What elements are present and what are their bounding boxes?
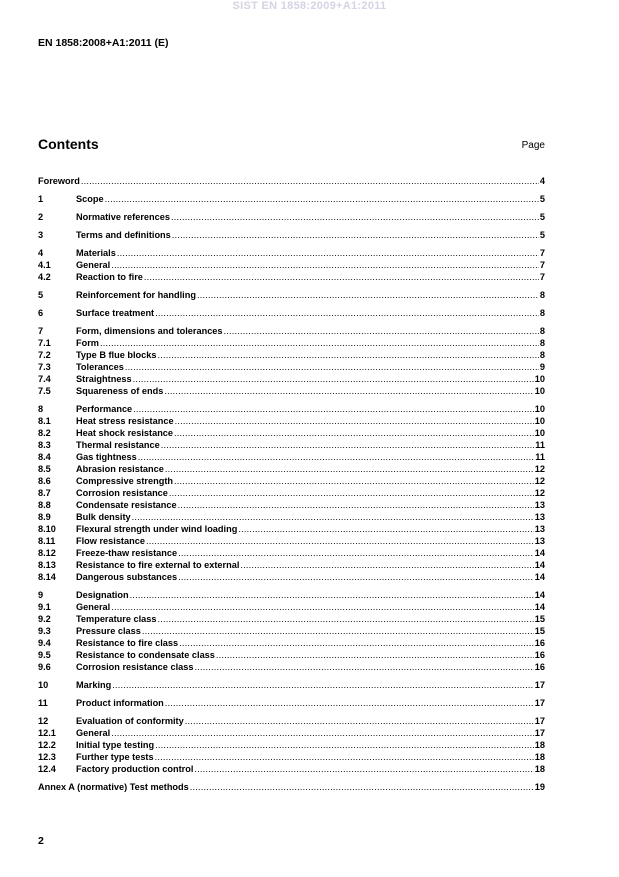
toc-entry-number: 10 bbox=[38, 680, 49, 690]
toc-entry-page: 10 bbox=[534, 374, 545, 384]
toc-entry-title: Product information bbox=[76, 698, 164, 708]
toc-entry-title: Surface treatment bbox=[76, 308, 155, 318]
toc-entry-title: Condensate resistance bbox=[76, 500, 177, 510]
toc-entry[interactable] bbox=[38, 337, 545, 349]
toc-entry-title: Foreword bbox=[38, 176, 80, 186]
toc-entry[interactable] bbox=[38, 637, 545, 649]
toc-entry-number: 9.5 bbox=[38, 650, 51, 660]
toc-entry-number: 12.4 bbox=[38, 764, 56, 774]
toc-entry-title: Scope bbox=[76, 194, 104, 204]
toc-dot-leader bbox=[178, 571, 534, 583]
toc-dot-leader bbox=[190, 781, 534, 793]
toc-entry-title: Factory production control bbox=[76, 764, 194, 774]
toc-dot-leader bbox=[81, 175, 539, 187]
toc-entry-number: 1 bbox=[38, 194, 44, 204]
toc-entry-title: Performance bbox=[76, 404, 133, 414]
toc-entry-page: 10 bbox=[534, 386, 545, 396]
toc-entry-number: 7.5 bbox=[38, 386, 51, 396]
toc-entry-page: 13 bbox=[534, 500, 545, 510]
toc-dot-leader bbox=[171, 211, 539, 223]
toc-entry-number: 12 bbox=[38, 716, 49, 726]
toc-dot-leader bbox=[164, 385, 533, 397]
toc-entry-page: 5 bbox=[539, 194, 545, 204]
toc-entry-title: Initial type testing bbox=[76, 740, 155, 750]
toc-dot-leader bbox=[130, 589, 534, 601]
toc-entry-page: 16 bbox=[534, 638, 545, 648]
toc-entry-title: Bulk density bbox=[76, 512, 131, 522]
toc-entry[interactable] bbox=[38, 289, 545, 301]
toc-dot-leader bbox=[178, 547, 534, 559]
toc-entry-page: 17 bbox=[534, 728, 545, 738]
toc-entry[interactable] bbox=[38, 349, 545, 361]
toc-entry-page: 18 bbox=[534, 740, 545, 750]
toc-entry[interactable] bbox=[38, 727, 545, 739]
toc-entry[interactable] bbox=[38, 535, 545, 547]
toc-dot-leader bbox=[112, 679, 534, 691]
toc-entry-page: 12 bbox=[534, 488, 545, 498]
toc-entry[interactable] bbox=[38, 523, 545, 535]
toc-entry-title: Resistance to fire external to external bbox=[76, 560, 240, 570]
toc-entry-number: 8 bbox=[38, 404, 44, 414]
toc-entry-page: 14 bbox=[534, 548, 545, 558]
toc-entry[interactable] bbox=[38, 649, 545, 661]
contents-title: Contents bbox=[38, 136, 99, 152]
toc-entry-page: 5 bbox=[539, 212, 545, 222]
toc-entry[interactable] bbox=[38, 763, 545, 775]
toc-dot-leader bbox=[216, 649, 534, 661]
toc-entry-title: Resistance to condensate class bbox=[76, 650, 215, 660]
toc-entry-page: 11 bbox=[535, 440, 545, 450]
toc-entry[interactable] bbox=[38, 715, 545, 727]
toc-entry-page: 15 bbox=[534, 614, 545, 624]
toc-entry-number: 8.11 bbox=[38, 536, 56, 546]
toc-dot-leader bbox=[165, 697, 534, 709]
toc-dot-leader bbox=[100, 337, 539, 349]
toc-entry-page: 8 bbox=[539, 308, 545, 318]
toc-entry[interactable] bbox=[38, 271, 545, 283]
toc-entry[interactable] bbox=[38, 547, 545, 559]
toc-entry-number: 8.12 bbox=[38, 548, 56, 558]
toc-entry-title: Corrosion resistance class bbox=[76, 662, 194, 672]
watermark: SIST EN 1858:2009+A1:2011 bbox=[232, 0, 387, 12]
toc-entry-title: Resistance to fire class bbox=[76, 638, 179, 648]
toc-dot-leader bbox=[197, 289, 539, 301]
toc-entry[interactable] bbox=[38, 625, 545, 637]
toc-entry[interactable] bbox=[38, 679, 545, 691]
toc-entry-page: 7 bbox=[539, 260, 545, 270]
toc-entry[interactable] bbox=[38, 739, 545, 751]
toc-entry-number: 8.3 bbox=[38, 440, 51, 450]
toc-entry[interactable] bbox=[38, 559, 545, 571]
toc-entry-number: 7.3 bbox=[38, 362, 51, 372]
toc-entry-title: General bbox=[76, 260, 111, 270]
toc-entry[interactable] bbox=[38, 361, 545, 373]
toc-entry-number: 2 bbox=[38, 212, 44, 222]
toc-entry-page: 8 bbox=[539, 350, 545, 360]
toc-entry-number: 8.6 bbox=[38, 476, 51, 486]
toc-dot-leader bbox=[138, 451, 535, 463]
toc-entry-number: 9.1 bbox=[38, 602, 51, 612]
toc-dot-leader bbox=[142, 625, 534, 637]
toc-entry-number: 4 bbox=[38, 248, 44, 258]
toc-entry-title: Freeze-thaw resistance bbox=[76, 548, 178, 558]
toc-entry-page: 13 bbox=[534, 512, 545, 522]
toc-entry-page: 16 bbox=[534, 662, 545, 672]
toc-entry-number: 11 bbox=[38, 698, 48, 708]
table-of-contents bbox=[38, 175, 545, 793]
toc-entry-number: 12.3 bbox=[38, 752, 56, 762]
toc-dot-leader bbox=[125, 361, 539, 373]
toc-entry[interactable] bbox=[38, 247, 545, 259]
toc-entry[interactable] bbox=[38, 403, 545, 415]
toc-entry-number: 8.13 bbox=[38, 560, 56, 570]
toc-entry-number: 5 bbox=[38, 290, 44, 300]
toc-entry-title: General bbox=[76, 728, 111, 738]
page-column-label: Page bbox=[521, 140, 545, 151]
toc-entry-title: Annex A (normative) Test methods bbox=[38, 782, 189, 792]
toc-entry-page: 7 bbox=[539, 248, 545, 258]
toc-entry-number: 7.4 bbox=[38, 374, 51, 384]
toc-entry-number: 7.1 bbox=[38, 338, 51, 348]
toc-dot-leader bbox=[146, 535, 534, 547]
toc-entry-page: 11 bbox=[535, 452, 545, 462]
toc-entry-title: Materials bbox=[76, 248, 116, 258]
toc-dot-leader bbox=[155, 739, 534, 751]
toc-dot-leader bbox=[224, 325, 539, 337]
toc-dot-leader bbox=[178, 499, 534, 511]
toc-entry-number: 6 bbox=[38, 308, 44, 318]
toc-entry[interactable] bbox=[38, 463, 545, 475]
toc-entry[interactable] bbox=[38, 511, 545, 523]
toc-entry[interactable] bbox=[38, 475, 545, 487]
toc-entry-number: 4.2 bbox=[38, 272, 51, 282]
toc-entry-page: 19 bbox=[534, 782, 545, 792]
toc-dot-leader bbox=[132, 511, 534, 523]
toc-entry-page: 10 bbox=[534, 428, 545, 438]
toc-dot-leader bbox=[169, 487, 534, 499]
toc-dot-leader bbox=[158, 349, 539, 361]
toc-entry[interactable] bbox=[38, 499, 545, 511]
toc-entry-title: Form bbox=[76, 338, 99, 348]
toc-entry-page: 17 bbox=[534, 716, 545, 726]
toc-entry-page: 7 bbox=[539, 272, 545, 282]
toc-dot-leader bbox=[117, 247, 539, 259]
toc-entry[interactable] bbox=[38, 211, 545, 223]
toc-entry-title: Marking bbox=[76, 680, 112, 690]
toc-entry-title: Heat shock resistance bbox=[76, 428, 174, 438]
toc-entry-title: Reaction to fire bbox=[76, 272, 143, 282]
toc-entry-page: 10 bbox=[534, 416, 545, 426]
toc-dot-leader bbox=[144, 271, 539, 283]
toc-entry-title: Type B flue blocks bbox=[76, 350, 157, 360]
toc-entry-title: Designation bbox=[76, 590, 129, 600]
toc-entry-page: 12 bbox=[534, 476, 545, 486]
toc-dot-leader bbox=[174, 427, 534, 439]
toc-dot-leader bbox=[238, 523, 533, 535]
toc-entry-title: Compressive strength bbox=[76, 476, 174, 486]
toc-entry-title: Thermal resistance bbox=[76, 440, 160, 450]
toc-entry-title: Straightness bbox=[76, 374, 132, 384]
toc-entry[interactable] bbox=[38, 415, 545, 427]
toc-entry[interactable] bbox=[38, 385, 545, 397]
toc-dot-leader bbox=[158, 613, 534, 625]
toc-entry-page: 8 bbox=[539, 326, 545, 336]
toc-dot-leader bbox=[111, 727, 534, 739]
toc-entry-page: 5 bbox=[539, 230, 545, 240]
toc-entry-number: 12.1 bbox=[38, 728, 56, 738]
toc-entry-title: Flow resistance bbox=[76, 536, 145, 546]
toc-entry[interactable] bbox=[38, 193, 545, 205]
toc-entry-number: 8.8 bbox=[38, 500, 51, 510]
toc-entry-title: Dangerous substances bbox=[76, 572, 178, 582]
toc-entry[interactable] bbox=[38, 373, 545, 385]
toc-dot-leader bbox=[165, 463, 534, 475]
toc-dot-leader bbox=[111, 601, 534, 613]
toc-entry-page: 12 bbox=[534, 464, 545, 474]
toc-entry-number: 7 bbox=[38, 326, 44, 336]
toc-entry[interactable] bbox=[38, 487, 545, 499]
toc-entry-number: 9.4 bbox=[38, 638, 51, 648]
toc-entry-number: 8.14 bbox=[38, 572, 56, 582]
toc-entry-title: Corrosion resistance bbox=[76, 488, 168, 498]
toc-entry[interactable] bbox=[38, 781, 545, 793]
toc-entry-page: 8 bbox=[539, 338, 545, 348]
toc-entry[interactable] bbox=[38, 229, 545, 241]
toc-dot-leader bbox=[194, 763, 533, 775]
toc-entry[interactable] bbox=[38, 451, 545, 463]
toc-entry-number: 8.4 bbox=[38, 452, 51, 462]
toc-entry-number: 7.2 bbox=[38, 350, 51, 360]
toc-entry-title: Further type tests bbox=[76, 752, 154, 762]
toc-entry[interactable] bbox=[38, 175, 545, 187]
toc-entry-page: 4 bbox=[539, 176, 545, 186]
toc-dot-leader bbox=[175, 415, 534, 427]
toc-entry-title: Form, dimensions and tolerances bbox=[76, 326, 223, 336]
toc-entry-title: Abrasion resistance bbox=[76, 464, 164, 474]
toc-entry[interactable] bbox=[38, 661, 545, 673]
toc-entry-page: 17 bbox=[534, 698, 545, 708]
toc-entry-page: 16 bbox=[534, 650, 545, 660]
toc-entry-title: Temperature class bbox=[76, 614, 157, 624]
toc-entry[interactable] bbox=[38, 259, 545, 271]
toc-entry[interactable] bbox=[38, 613, 545, 625]
toc-entry-title: Gas tightness bbox=[76, 452, 137, 462]
toc-entry-page: 9 bbox=[539, 362, 545, 372]
toc-entry-number: 8.1 bbox=[38, 416, 51, 426]
toc-entry-number: 9.3 bbox=[38, 626, 51, 636]
toc-entry-page: 18 bbox=[534, 752, 545, 762]
toc-dot-leader bbox=[174, 475, 534, 487]
toc-dot-leader bbox=[133, 373, 534, 385]
toc-entry-number: 8.5 bbox=[38, 464, 51, 474]
toc-entry-number: 8.9 bbox=[38, 512, 51, 522]
toc-entry-page: 13 bbox=[534, 536, 545, 546]
toc-dot-leader bbox=[105, 193, 539, 205]
toc-dot-leader bbox=[111, 259, 539, 271]
toc-entry[interactable] bbox=[38, 697, 545, 709]
toc-entry-page: 18 bbox=[534, 764, 545, 774]
toc-entry-title: Pressure class bbox=[76, 626, 141, 636]
page-number: 2 bbox=[38, 835, 44, 847]
toc-entry-page: 14 bbox=[534, 602, 545, 612]
toc-entry[interactable] bbox=[38, 751, 545, 763]
toc-entry-page: 14 bbox=[534, 560, 545, 570]
toc-entry-number: 8.7 bbox=[38, 488, 51, 498]
toc-entry-title: Squareness of ends bbox=[76, 386, 164, 396]
toc-entry[interactable] bbox=[38, 325, 545, 337]
toc-entry-title: Evaluation of conformity bbox=[76, 716, 184, 726]
toc-entry-title: Heat stress resistance bbox=[76, 416, 174, 426]
toc-entry-title: Reinforcement for handling bbox=[76, 290, 196, 300]
toc-entry-number: 8.10 bbox=[38, 524, 56, 534]
toc-entry-page: 15 bbox=[534, 626, 545, 636]
toc-entry-page: 13 bbox=[534, 524, 545, 534]
toc-entry-number: 9.2 bbox=[38, 614, 51, 624]
toc-entry-page: 14 bbox=[534, 572, 545, 582]
toc-entry-number: 9.6 bbox=[38, 662, 51, 672]
toc-entry-number: 4.1 bbox=[38, 260, 51, 270]
toc-entry-page: 14 bbox=[534, 590, 545, 600]
toc-dot-leader bbox=[240, 559, 533, 571]
toc-entry-number: 12.2 bbox=[38, 740, 56, 750]
toc-entry[interactable] bbox=[38, 571, 545, 583]
toc-entry[interactable] bbox=[38, 439, 545, 451]
toc-entry[interactable] bbox=[38, 601, 545, 613]
toc-entry-number: 3 bbox=[38, 230, 44, 240]
toc-entry[interactable] bbox=[38, 589, 545, 601]
toc-entry-title: Normative references bbox=[76, 212, 170, 222]
toc-entry-page: 10 bbox=[534, 404, 545, 414]
toc-entry-title: Tolerances bbox=[76, 362, 124, 372]
toc-dot-leader bbox=[133, 403, 534, 415]
toc-entry-number: 9 bbox=[38, 590, 44, 600]
toc-entry-number: 8.2 bbox=[38, 428, 51, 438]
toc-entry-page: 8 bbox=[539, 290, 545, 300]
toc-dot-leader bbox=[185, 715, 534, 727]
toc-dot-leader bbox=[194, 661, 533, 673]
toc-entry-title: General bbox=[76, 602, 111, 612]
toc-entry[interactable] bbox=[38, 307, 545, 319]
document-header: EN 1858:2008+A1:2011 (E) bbox=[38, 37, 169, 49]
toc-dot-leader bbox=[179, 637, 534, 649]
toc-entry-title: Flexural strength under wind loading bbox=[76, 524, 238, 534]
toc-dot-leader bbox=[161, 439, 535, 451]
toc-entry-title: Terms and definitions bbox=[76, 230, 171, 240]
toc-dot-leader bbox=[155, 751, 534, 763]
toc-entry[interactable] bbox=[38, 427, 545, 439]
toc-entry-page: 17 bbox=[534, 680, 545, 690]
toc-dot-leader bbox=[155, 307, 539, 319]
toc-dot-leader bbox=[172, 229, 539, 241]
